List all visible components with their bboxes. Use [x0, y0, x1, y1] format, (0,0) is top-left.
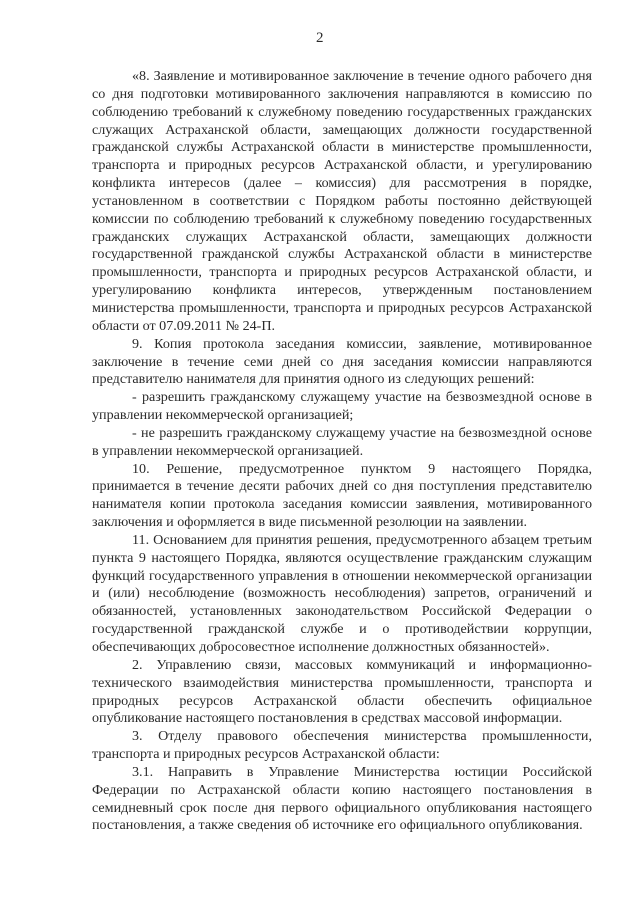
paragraph-option-allow: - разрешить гражданскому служащему участие на безвозмездной основе в управлении некоммерческой организацией; [92, 389, 592, 424]
paragraph-item-8: «8. Заявление и мотивированное заключение в течение одного рабочего дня со дня подготовки мотивированного заключения направляются в комиссию по соблюдению требований к служебному поведению государственных гражданских служащих Астраханской области, замещающих должности государственной гражданской службы Астраханской области в министерстве промышленности, транспорта и природных ресурсов Астраханской области, и урегулированию конфликта интересов (далее – комиссия) для рассмотрения в порядке, установленном в соответствии с Порядком работы постоянно действующей комиссии по соблюдению требований к служебному поведению государственных гражданских служащих Астраханской области, замещающих должности государственной гражданской службы Астраханской области в министерстве промышленности, транспорта и природных ресурсов Астраханской области, и урегулированию конфликта интересов, утвержденным постановлением министерства промышленности, транспорта и природных ресурсов Астраханской области от 07.09.2011 № 24-П. [92, 68, 592, 334]
paragraph-clause-2: 2. Управлению связи, массовых коммуникаций и информационно-технического взаимодействия министерства промышленности, транспорта и природных ресурсов Астраханской области обеспечить официальное опубликование настоящего постановления в средствах массовой информации. [92, 656, 592, 727]
paragraph-clause-3: 3. Отделу правового обеспечения министерства промышленности, транспорта и природных ресурсов Астраханской области: [92, 728, 592, 763]
paragraph-item-9: 9. Копия протокола заседания комиссии, заявление, мотивированное заключение в течение семи дней со дня заседания комиссии направляются представителю нанимателя для принятия одного из следующих решений: [92, 335, 592, 388]
paragraph-item-11: 11. Основанием для принятия решения, предусмотренного абзацем третьим пункта 9 настоящего Порядка, являются осуществление гражданским служащим функций государственного управления в отношении некоммерческой организации и (или) несоблюдение (возможность несоблюдения) запретов, ограничений и обязанностей, установленных законодательством Российской Федерации о государственной гражданской службе и о противодействии коррупции, обеспечивающих добросовестное исполнение должностных обязанностей». [92, 531, 592, 655]
paragraph-clause-3-1: 3.1. Направить в Управление Министерства юстиции Российской Федерации по Астраханской области копию настоящего постановления в семидневный срок после дня первого официального опубликования настоящего постановления, а также сведения об источнике его официального опубликования. [92, 763, 592, 834]
document-body [92, 68, 592, 835]
paragraph-item-10: 10. Решение, предусмотренное пунктом 9 настоящего Порядка, принимается в течение десяти рабочих дней со дня поступления представителю нанимателя копии протокола заседания комиссии заявления, мотивированного заключения и оформляется в виде письменной резолюции на заявлении. [92, 460, 592, 531]
paragraph-option-deny: - не разрешить гражданскому служащему участие на безвозмездной основе в управлении некоммерческой организацией. [92, 424, 592, 459]
page-number: 2 [316, 30, 324, 46]
